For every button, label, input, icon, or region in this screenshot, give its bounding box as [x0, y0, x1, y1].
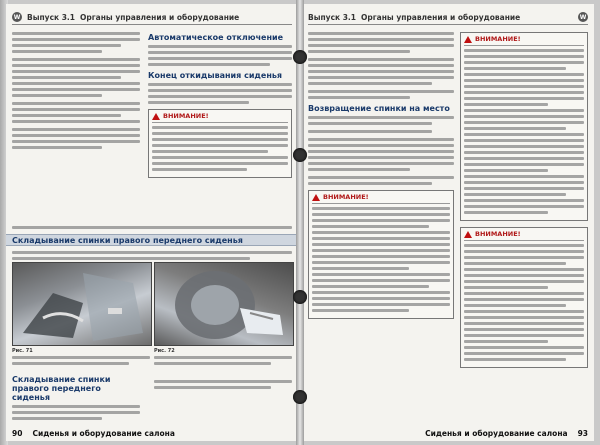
- seat-end-heading: Конец откидывания сиденья: [148, 71, 283, 80]
- binder-hole: [293, 290, 307, 304]
- figure-71-photo: [12, 262, 152, 346]
- right-warning-box-2: [460, 32, 588, 221]
- left-page: [6, 4, 298, 441]
- figure-71-caption: [12, 348, 150, 368]
- brand-logo-icon: W: [13, 13, 21, 21]
- left-warning-title: ВНИМАНИЕ!: [163, 112, 209, 120]
- left-warning-box: [148, 109, 292, 178]
- binder-hole: [293, 50, 307, 64]
- left-header-title: Органы управления и оборудование: [80, 12, 240, 22]
- auto-off-heading: Автоматическое отключение: [148, 33, 284, 42]
- left-page-number: 90: [12, 428, 23, 438]
- right-warning-title-1: ВНИМАНИЕ!: [323, 193, 369, 201]
- binder-hole: [293, 148, 307, 162]
- right-text-column-1: [308, 32, 454, 319]
- figure-72-caption: [154, 348, 292, 368]
- return-backrest-heading: Возвращение спинки на место: [308, 104, 450, 113]
- right-warning-title-2: ВНИМАНИЕ!: [475, 35, 521, 43]
- left-footer-section: Сиденья и оборудование салона: [32, 428, 175, 438]
- right-warning-title-3: ВНИМАНИЕ!: [475, 230, 521, 238]
- fold-backrest-heading: Складывание спинки правого переднего сиденья: [12, 375, 111, 402]
- left-text-column-1: [12, 32, 140, 154]
- left-page-header: [12, 10, 292, 25]
- left-section-bar: Складывание спинки правого переднего сиденья: [6, 234, 298, 246]
- left-header-issue: Выпуск 3.1: [27, 12, 76, 22]
- right-page: [302, 4, 594, 441]
- figure-72-photo: [154, 262, 294, 346]
- right-text-column-2: [460, 32, 588, 368]
- right-warning-box-1: [308, 190, 454, 319]
- right-footer-section: Сиденья и оборудование салона: [425, 428, 568, 438]
- book-gutter: [296, 0, 304, 445]
- right-page-footer: [308, 427, 588, 439]
- right-header-issue: Выпуск 3.1: [308, 12, 357, 22]
- binder-hole: [293, 390, 307, 404]
- figure-72-number: Рис. 72: [154, 348, 175, 354]
- left-text-column-2: [148, 30, 292, 178]
- right-header-title: Органы управления и оборудование: [361, 12, 521, 22]
- left-note-line: [12, 226, 292, 232]
- warning-triangle-icon: [464, 36, 472, 43]
- left-subsection: [12, 372, 140, 423]
- brand-logo-icon: W: [579, 13, 587, 21]
- figure-71-number: Рис. 71: [12, 348, 33, 354]
- warning-triangle-icon: [152, 113, 160, 120]
- left-subsection-col-2: [154, 380, 292, 392]
- right-page-header: [308, 10, 588, 25]
- right-warning-box-3: [460, 227, 588, 368]
- warning-triangle-icon: [312, 194, 320, 201]
- warning-triangle-icon: [464, 231, 472, 238]
- left-page-footer: [12, 427, 292, 439]
- right-page-number: 93: [577, 428, 588, 438]
